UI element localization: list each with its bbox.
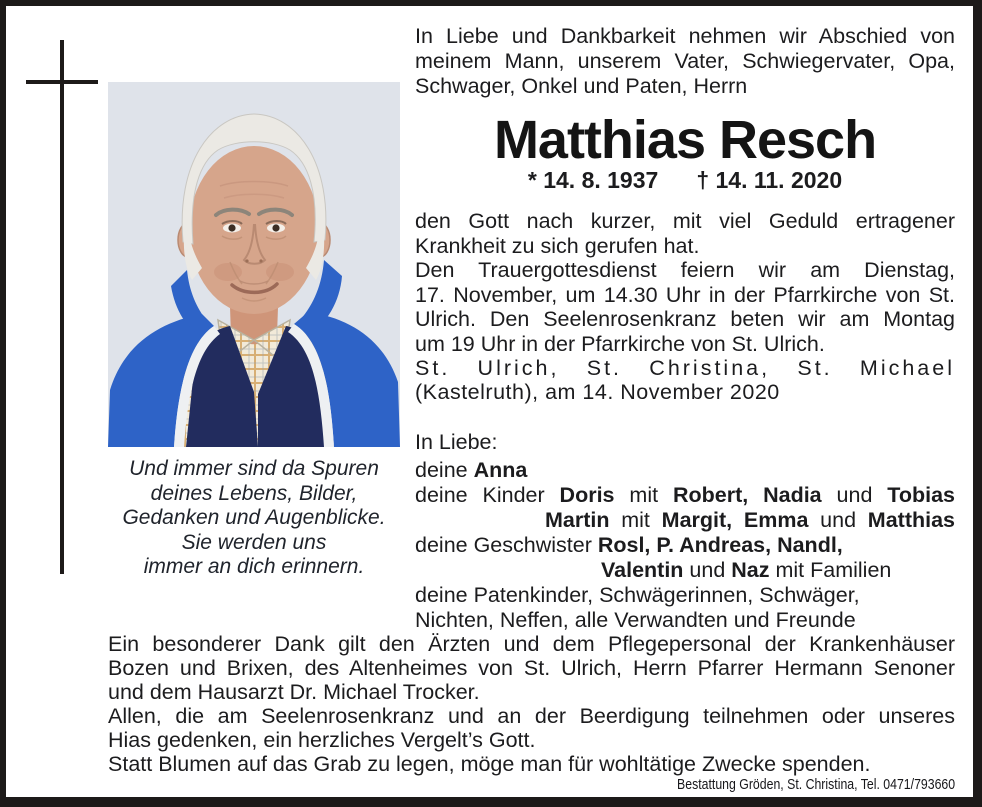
deceased-name: Matthias Resch xyxy=(493,110,877,170)
obituary-card xyxy=(6,6,973,797)
body-line: um 19 Uhr in der Pfarrkirche von St. Ulrich. xyxy=(415,331,825,356)
thanks-line: Hias gedenken, ein herzliches Vergelt’s Gott. xyxy=(108,728,536,752)
place-line: St. Ulrich, St. Christina, St. Michael xyxy=(415,356,955,380)
intro-line: meinem Mann, unserem Vater, Schwiegervater, Opa, xyxy=(415,49,955,73)
place-line: (Kastelruth), am 14. November 2020 xyxy=(415,380,780,404)
verse-line: Und immer sind da Spuren xyxy=(129,457,379,480)
dates-row xyxy=(415,167,955,193)
verse-line: deines Lebens, Bilder, xyxy=(150,481,358,505)
memorial-cross-horizontal-bar xyxy=(26,80,98,84)
memorial-verse xyxy=(94,457,414,580)
memorial-cross-vertical-bar xyxy=(60,40,64,574)
thanks-line: Bozen und Brixen, des Altenheimes von St. Ulrich, Herrn Pfarrer Hermann Senoner xyxy=(108,656,955,680)
thanks-line: Allen, die am Seelenrosenkranz und an der Beerdigung teilnehmen oder unseres xyxy=(108,704,955,728)
family-line: deine Anna xyxy=(415,458,528,482)
thanks-line: Ein besonderer Dank gilt den Ärzten und dem Pflegepersonal der Krankenhäuser xyxy=(108,632,955,656)
body-line: Krankheit zu sich gerufen hat. xyxy=(415,233,700,258)
thanks-paragraph xyxy=(108,632,955,776)
body-paragraph xyxy=(415,209,955,356)
thanks-line: und dem Hausarzt Dr. Michael Trocker. xyxy=(108,680,480,704)
thanks-line: Statt Blumen auf das Grab zu legen, möge man für wohltätige Zwecke spenden. xyxy=(108,752,871,776)
salutation xyxy=(415,430,955,455)
portrait-illustration xyxy=(108,82,400,447)
intro-line: Schwager, Onkel und Paten, Herrn xyxy=(415,74,748,98)
family-line: Valentin und Naz mit Familien xyxy=(601,558,892,582)
family-line: Nichten, Neffen, alle Verwandten und Freunde xyxy=(415,608,856,632)
body-line: Ulrich. Den Seelenrosenkranz beten wir am Montag xyxy=(415,307,955,331)
intro-line: In Liebe und Dankbarkeit nehmen wir Abschied von xyxy=(415,24,955,48)
place-date xyxy=(415,356,955,404)
verse-line: Gedanken und Augenblicke. xyxy=(122,506,386,529)
family-line: Martin mit Margit, Emma und Matthias xyxy=(545,508,956,532)
death-date: † 14. 11. 2020 xyxy=(696,167,843,193)
family-line: deine Kinder Doris mit Robert, Nadia und Tobias xyxy=(415,483,955,507)
family-line: deine Geschwister Rosl, P. Andreas, Nandl, xyxy=(415,533,843,557)
intro-paragraph xyxy=(415,24,955,99)
birth-date: * 14. 8. 1937 xyxy=(527,167,659,193)
body-line: Den Trauergottesdienst feiern wir am Dienstag, xyxy=(415,258,955,282)
body-line: den Gott nach kurzer, mit viel Geduld ertragener xyxy=(415,209,955,233)
funeral-home-info xyxy=(108,777,955,793)
family-list xyxy=(415,458,955,633)
body-line: 17. November, um 14.30 Uhr in der Pfarrkirche von St. xyxy=(415,282,955,307)
portrait-photo xyxy=(108,82,400,447)
family-line: deine Patenkinder, Schwägerinnen, Schwäger, xyxy=(415,583,860,607)
funeral-home-text: Bestattung Gröden, St. Christina, Tel. 0471/793660 xyxy=(676,776,955,793)
verse-line: Sie werden uns xyxy=(181,530,327,554)
salutation-text: In Liebe: xyxy=(415,430,498,454)
verse-line: immer an dich erinnern. xyxy=(143,555,365,578)
